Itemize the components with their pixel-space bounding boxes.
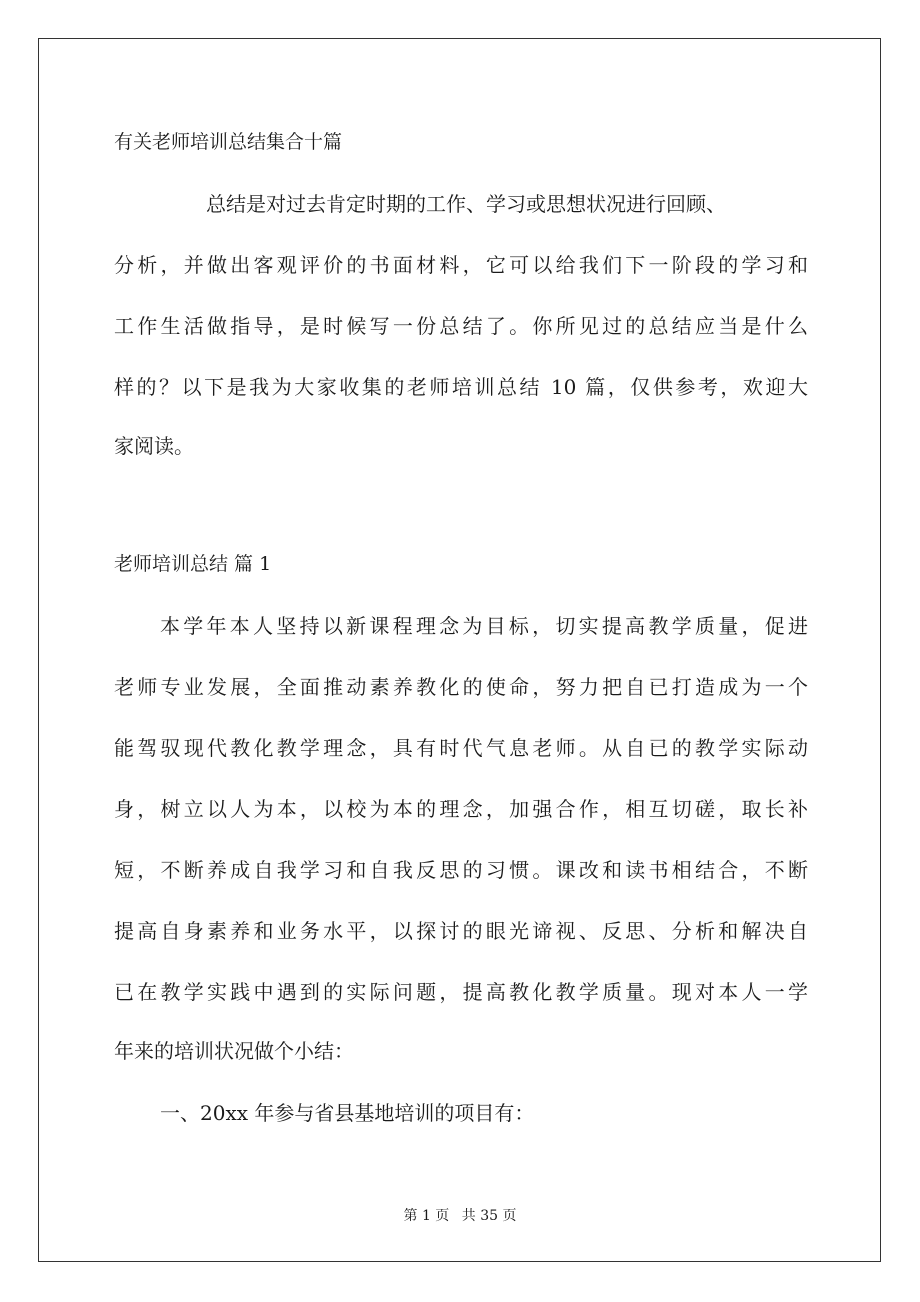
body-line-1: 本学年本人坚持以新课程理念为目标，切实提高教学质量，促进 <box>160 614 808 638</box>
intro-line-3: 工作生活做指导，是时候写一份总结了。你所见过的总结应当是什么 <box>114 314 808 338</box>
body-line-8: 年来的培训状况做个小结： <box>114 1039 354 1063</box>
intro-line-1: 总结是对过去肯定时期的工作、学习或思想状况进行回顾、 <box>206 192 726 216</box>
body-line-2: 老师专业发展，全面推动素养教化的使命，努力把自已打造成为一个 <box>114 675 808 699</box>
page-footer <box>0 1207 920 1225</box>
page-border <box>38 38 881 1262</box>
intro-line-4: 样的？以下是我为大家收集的老师培训总结 10 篇，仅供参考，欢迎大 <box>114 375 808 399</box>
body-line-5: 短，不断养成自我学习和自我反思的习惯。课改和读书相结合，不断 <box>114 858 808 882</box>
body-line-7: 已在教学实践中遇到的实际问题，提高教化教学质量。现对本人一学 <box>114 980 808 1004</box>
body-line-6: 提高自身素养和业务水平，以探讨的眼光谛视、反思、分析和解决自 <box>114 919 808 943</box>
page-total: 共 35 页 <box>461 1208 517 1224</box>
body-line-3: 能驾驭现代教化教学理念，具有时代气息老师。从自已的教学实际动 <box>114 736 808 760</box>
document-title: 有关老师培训总结集合十篇 <box>114 131 343 153</box>
body-line-4: 身，树立以人为本，以校为本的理念，加强合作，相互切磋，取长补 <box>114 797 808 821</box>
page-number: 第 1 页 <box>403 1208 450 1224</box>
intro-line-2: 分析，并做出客观评价的书面材料，它可以给我们下一阶段的学习和 <box>114 253 808 277</box>
list-item-1: 一、20xx 年参与省县基地培训的项目有： <box>160 1101 535 1125</box>
intro-line-5: 家阅读。 <box>114 434 194 458</box>
section-heading: 老师培训总结 篇 1 <box>114 553 272 575</box>
